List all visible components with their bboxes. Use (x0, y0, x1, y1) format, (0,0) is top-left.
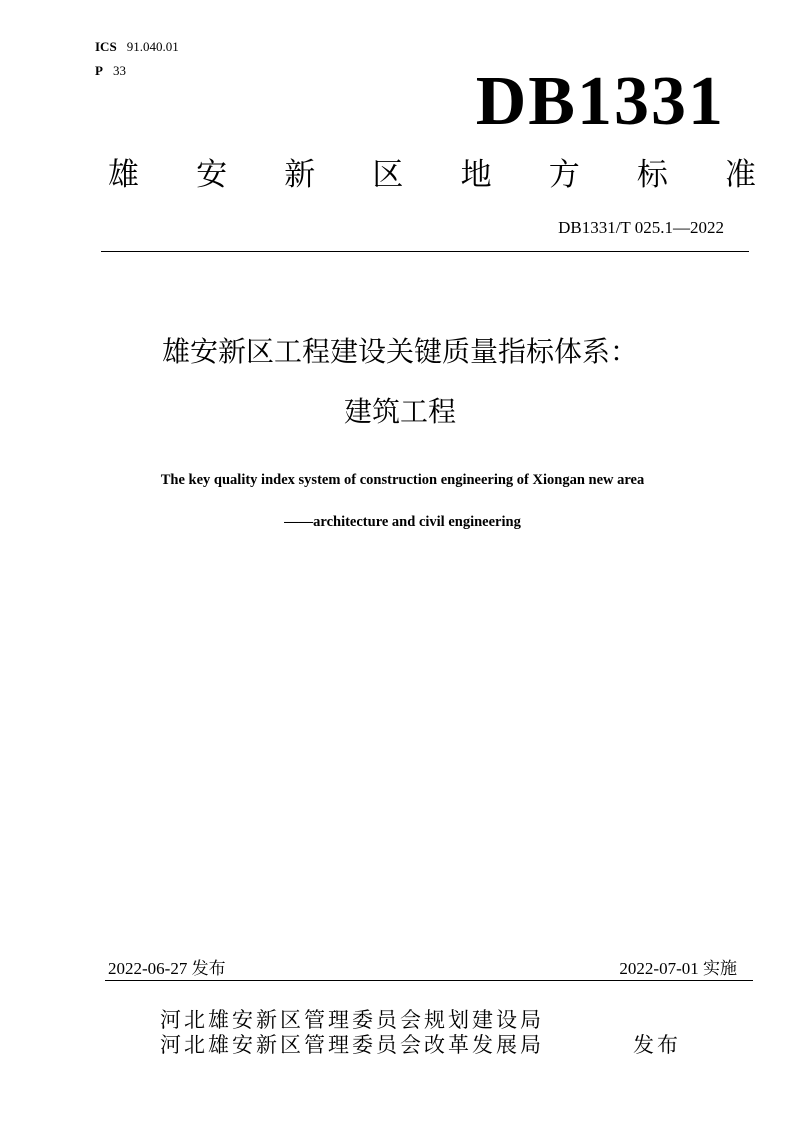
standard-type-char: 标 (636, 157, 668, 193)
standard-code: DB1331 (475, 63, 725, 140)
p-value: 33 (112, 63, 126, 78)
publish-label: 发布 (633, 1033, 681, 1057)
p-classification (95, 63, 126, 79)
effective-date: 2022-07-01 实施 (619, 959, 737, 978)
footer-divider (105, 980, 753, 981)
standard-number: DB1331/T 025.1—2022 (558, 218, 724, 237)
standard-type-char: 雄 (108, 157, 139, 193)
ics-classification (95, 39, 179, 55)
standard-type-char: 地 (460, 157, 492, 193)
standard-type-char: 准 (724, 157, 756, 193)
standard-type-char: 区 (372, 157, 404, 193)
issuer-line2: 河北雄安新区管理委员会改革发展局 (160, 1033, 544, 1057)
standard-type-char: 新 (284, 157, 316, 193)
standard-type-char: 方 (548, 157, 580, 193)
standard-type (108, 155, 756, 195)
issuer-line1: 河北雄安新区管理委员会规划建设局 (160, 1008, 544, 1032)
standard-type-char: 安 (196, 157, 228, 193)
header-divider (101, 251, 749, 252)
title-cn-line1: 雄安新区工程建设关键质量指标体系： (161, 335, 638, 368)
title-en-line2: ——architecture and civil engineering (284, 514, 521, 530)
p-label: P (95, 63, 103, 78)
title-cn-line2: 建筑工程 (343, 395, 456, 428)
ics-label: ICS (95, 39, 117, 54)
ics-value: 91.040.01 (126, 39, 179, 54)
publish-date: 2022-06-27 发布 (108, 959, 226, 978)
title-en-line1: The key quality index system of construction engineering of Xiongan new area (160, 472, 645, 488)
